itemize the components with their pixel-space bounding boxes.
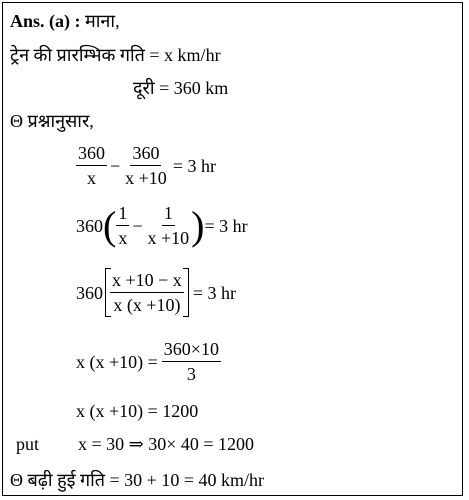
fraction-denominator: x [87, 168, 96, 188]
put-label: put [16, 434, 40, 454]
fraction-denominator: x (x +10) [113, 295, 181, 315]
equation-rhs: = 3 hr [204, 215, 248, 236]
fraction-denominator: x +10 [125, 168, 167, 188]
equation-rhs: = 3 hr [172, 155, 216, 176]
fraction-360-over-x-plus-10 [123, 143, 169, 188]
fraction-360-over-x [76, 143, 107, 188]
left-paren: ( [103, 202, 117, 248]
equation-lhs: x (x +10) = [76, 351, 158, 372]
equation-rhs: = 3 hr [192, 282, 236, 303]
fraction-denominator: x [118, 228, 128, 248]
fraction-numerator: x +10 − x [110, 270, 184, 293]
put-equation: x = 30 ⇒ 30× 40 = 1200 [78, 434, 255, 454]
right-paren: ) [191, 202, 205, 248]
fraction-1-over-x-plus-10 [145, 203, 191, 248]
per-question-line [10, 110, 94, 132]
train-speed-line: ट्रेन की प्रारम्भिक गति = x km/hr [10, 45, 221, 65]
fraction-denominator: 3 [186, 364, 196, 384]
fraction-1-over-x [116, 203, 129, 248]
equation-4 [76, 339, 221, 384]
fraction-numerator: 360×10 [162, 339, 221, 362]
distance-line: दूरी = 360 km [133, 78, 229, 98]
increased-speed-text: बढ़ी हुई गति = 30 + 10 = 40 km/hr [27, 470, 264, 490]
fraction-3600-over-3 [162, 339, 221, 384]
per-question-text: प्रश्नानुसार, [27, 111, 94, 131]
therefore-symbol: Θ [10, 111, 23, 131]
fraction-denominator: x +10 [147, 228, 190, 248]
equation-1 [76, 143, 216, 188]
answer-text: माना, [80, 11, 120, 31]
equation-5: x (x +10) = 1200 [76, 401, 199, 421]
minus-sign: − [132, 215, 143, 236]
fraction-numerator: 360 [130, 143, 161, 166]
answer-label: Ans. (a) : [10, 11, 81, 31]
increased-speed-line [10, 469, 264, 491]
solution-box [2, 2, 463, 496]
fraction-bracket [110, 270, 184, 315]
fraction-numerator: 1 [162, 203, 175, 226]
therefore-symbol: Θ [10, 470, 23, 490]
equation-3 [76, 268, 236, 317]
coefficient: 360 [76, 215, 103, 236]
coefficient: 360 [76, 282, 103, 303]
minus-sign: − [110, 155, 121, 176]
fraction-numerator: 360 [76, 143, 107, 166]
equation-2 [76, 203, 248, 248]
fraction-numerator: 1 [116, 203, 129, 226]
answer-line [10, 10, 120, 32]
square-brackets [105, 268, 189, 317]
